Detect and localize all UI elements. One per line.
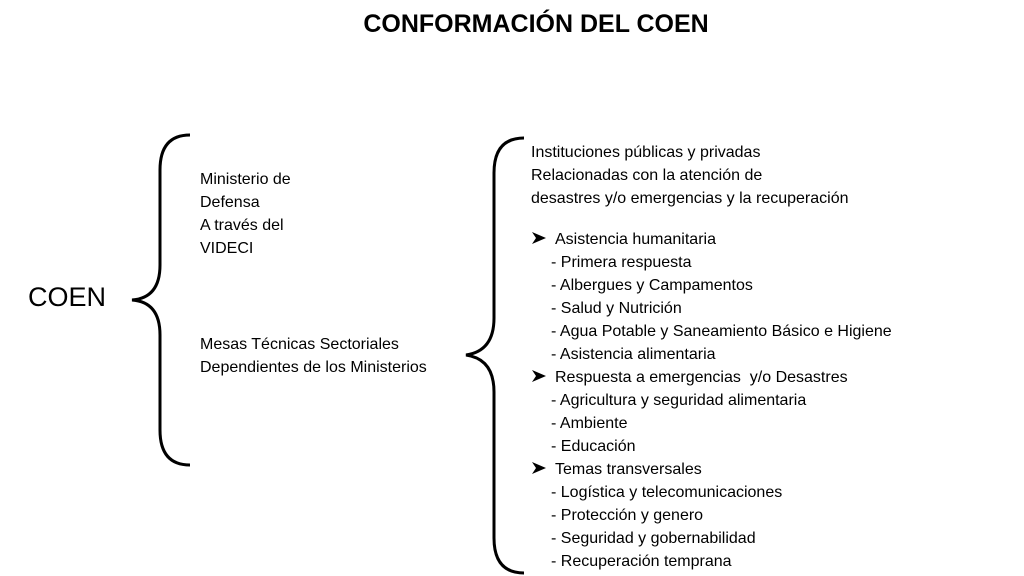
bullet-item — [531, 458, 892, 481]
sub-item: - Recuperación temprana — [551, 553, 732, 570]
sub-item: - Asistencia alimentaria — [551, 346, 716, 363]
sub-item: - Agua Potable y Saneamiento Básico e Higiene — [551, 323, 892, 340]
sub-item: - Agricultura y seguridad alimentaria — [551, 392, 807, 409]
sub-item: - Albergues y Campamentos — [551, 277, 753, 294]
sub-item: - Protección y genero — [551, 507, 704, 524]
arrowhead-bullet-icon — [531, 461, 547, 475]
ministerio-line: Ministerio de — [200, 171, 291, 188]
instituciones-block — [531, 141, 892, 573]
ministerio-line: A través del — [200, 217, 284, 234]
sub-item: - Educación — [551, 438, 636, 455]
sub-item: - Salud y Nutrición — [551, 300, 682, 317]
sub-item: - Primera respuesta — [551, 254, 692, 271]
mesas-line: Mesas Técnicas Sectoriales — [200, 336, 399, 353]
arrowhead-bullet-icon — [531, 369, 547, 383]
sub-item: - Logística y telecomunicaciones — [551, 484, 783, 501]
mesas-block — [200, 333, 427, 379]
page-title: CONFORMACIÓN DEL COEN — [363, 10, 709, 38]
ministerio-line: Defensa — [200, 194, 260, 211]
sub-item: - Seguridad y gobernabilidad — [551, 530, 756, 547]
ministerio-block — [200, 168, 291, 260]
bullet-item — [531, 228, 892, 251]
mesas-line: Dependientes de los Ministerios — [200, 359, 427, 376]
bullet-label: Temas transversales — [555, 461, 702, 478]
arrowhead-bullet-icon — [531, 231, 547, 245]
coen-root-label: COEN — [28, 282, 107, 312]
sub-item: - Ambiente — [551, 415, 628, 432]
bullet-label: Respuesta a emergencias y/o Desastres — [555, 369, 848, 386]
ministerio-line: VIDECI — [200, 240, 254, 257]
intro-line: Relacionadas con la atención de — [531, 167, 763, 184]
left-brace — [128, 130, 198, 470]
intro-line: desastres y/o emergencias y la recuperación — [531, 190, 849, 207]
bullet-item — [531, 366, 892, 389]
bullet-label: Asistencia humanitaria — [555, 231, 716, 248]
intro-line: Instituciones públicas y privadas — [531, 144, 761, 161]
right-brace — [462, 133, 532, 576]
